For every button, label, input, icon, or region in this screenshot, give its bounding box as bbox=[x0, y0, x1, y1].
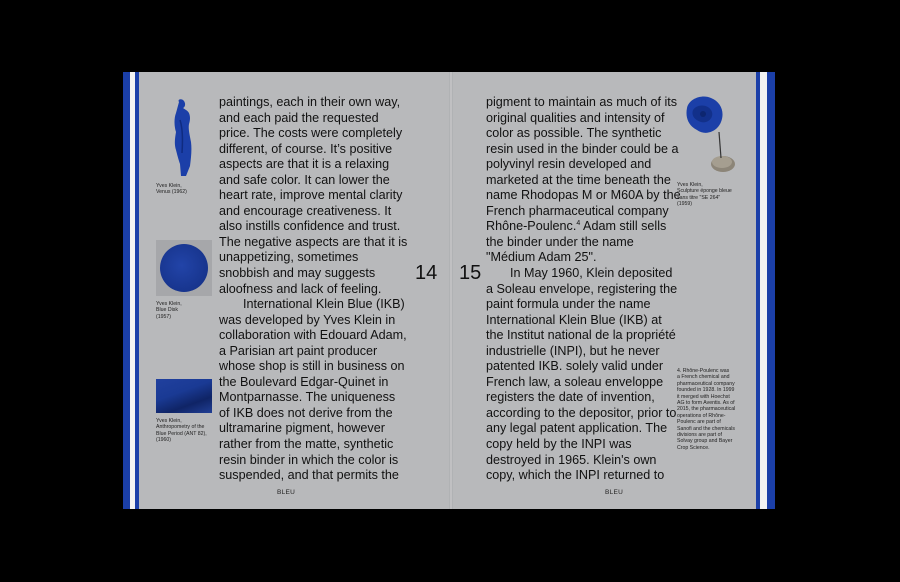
footnote-4: 4. Rhône-Poulenc was a French chemical and pharmaceutical company founded in 1928. In 1999 it merged with Hoechst AG to form Aventis. As of 2015, the pharmaceutical operations of Rhône- Poulenc are part of Sanofi and the chemicals divisions are part of Solvay group and Bayer Crop Science. bbox=[677, 368, 736, 451]
left-paragraph-1: paintings, each in their own way, and each paid the requested price. The costs were completely different, of course. It’s positive aspects are that it is a relaxing and safe color. It can lower the heart rate, improve mental clarity and encourage creativeness. It also instills confidence and trust. The negative aspects are that it is unappetizing, sometimes snobbish and may suggests aloofness and lack of feeling. bbox=[219, 95, 408, 296]
blue-disk-frame bbox=[156, 240, 212, 296]
right-paragraph-1-b: Adam still sells the binder under the name "Médium Adam 25". bbox=[486, 219, 667, 265]
footnote-reference[interactable]: 4 bbox=[576, 220, 581, 228]
left-body-text bbox=[219, 95, 409, 484]
anthropometry-image bbox=[156, 379, 212, 413]
left-paragraph-2: International Klein Blue (IKB) was developed by Yves Klein in collaboration with Edouard Adam, a Parisian art paint producer whose shop is still in business on the Boulevard Edgar-Quinet in Montparnasse. The uniqueness of IKB does not derive from the ultramarine pigment, however rather from the matte, synthetic resin binder in which the color is suspended, and that permits the bbox=[219, 297, 407, 483]
right-paragraph-1-a: pigment to maintain as much of its original qualities and intensity of color as possible. The synthetic resin used in the binder could be a polyvinyl resin developed and marketed at the time beneath the name Rhodopas M or M60A by the French pharmaceutical company Rhône-Poulenc. bbox=[486, 95, 681, 234]
left-page bbox=[123, 72, 451, 509]
page-number-right: 15 bbox=[459, 262, 482, 284]
right-page bbox=[451, 72, 775, 509]
caption-sponge-sculpture: Yves Klein, Sculpture éponge bleue sans titre "SE 264" (1959) bbox=[677, 182, 732, 208]
book-spread bbox=[123, 72, 775, 509]
caption-venus: Yves Klein, Venus (1962) bbox=[156, 183, 187, 196]
blue-disk-image bbox=[160, 244, 208, 292]
sponge-sculpture-image bbox=[679, 94, 739, 178]
running-head-right: BLEU bbox=[605, 489, 624, 496]
page-number-left: 14 bbox=[415, 262, 438, 284]
running-head-left: BLEU bbox=[277, 489, 296, 496]
right-paragraph-2: In May 1960, Klein deposited a Soleau envelope, registering the paint formula under the name International Klein Blue (IKB) at the Institut national de la propriété industrielle (INPI), but he never patented IKB. solely valid under French law, a soleau enveloppe registers the date of invention, according to the depositor, prior to any legal patent application. The copy held by the INPI was destroyed in 1965. Klein's own copy, which the INPI returned to bbox=[486, 266, 678, 483]
caption-anthropometry: Yves Klein, Anthropometry of the Blue Period (ANT 82), (1960) bbox=[156, 418, 207, 444]
right-paragraph-1 bbox=[486, 95, 682, 266]
right-body-text bbox=[486, 95, 682, 484]
caption-blue-disk: Yves Klein, Blue Disk (1957) bbox=[156, 301, 182, 320]
venus-statue-image bbox=[155, 98, 215, 176]
